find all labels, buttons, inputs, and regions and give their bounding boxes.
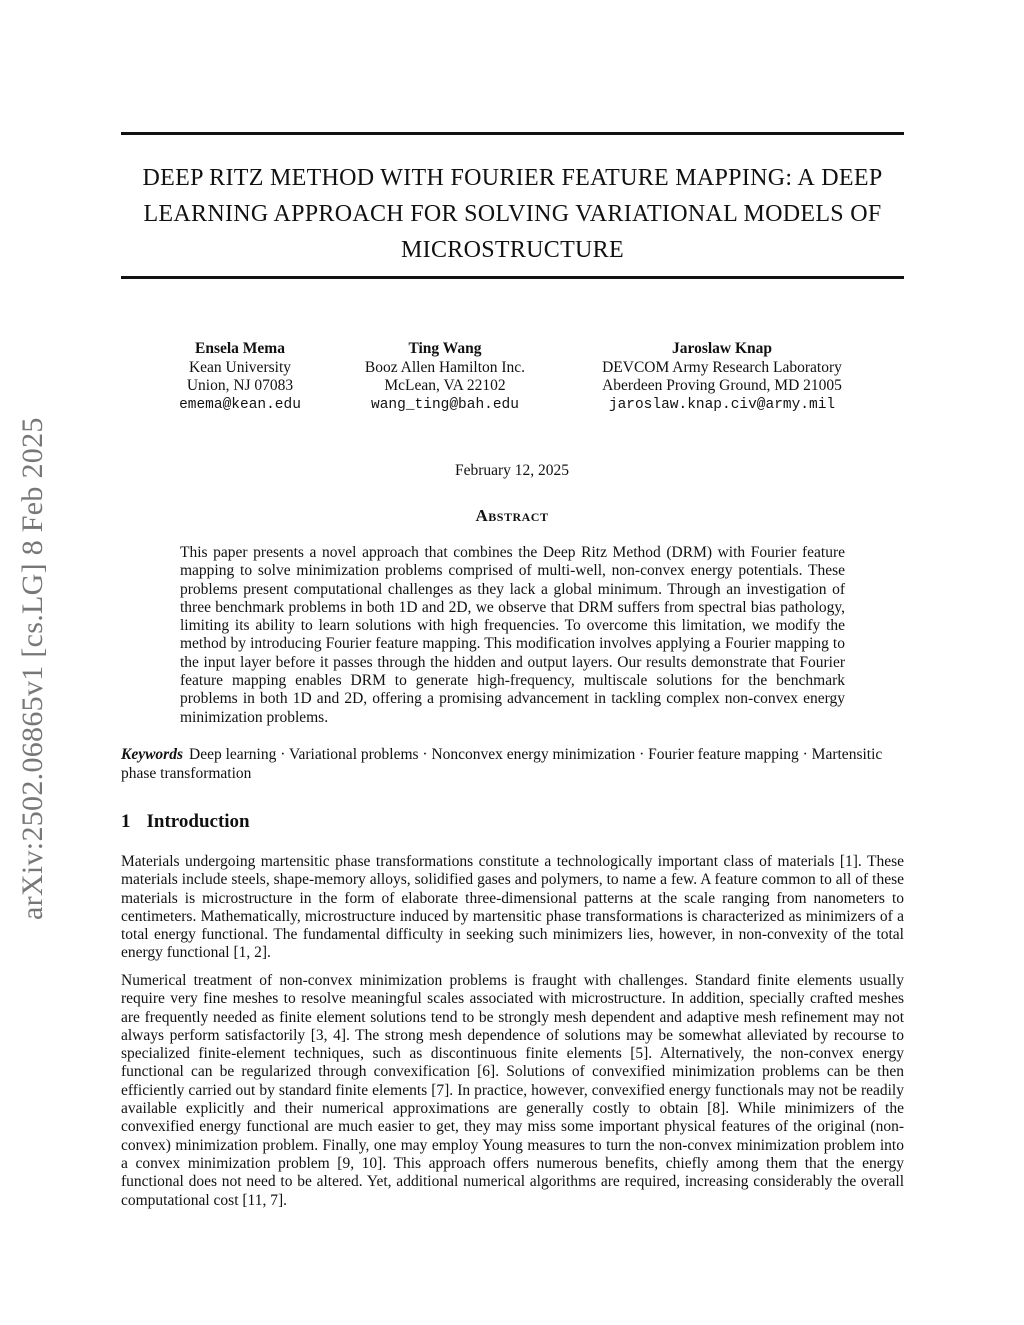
author-name: Ting Wang [408,340,482,357]
title-fragment: F [450,165,465,191]
arxiv-identifier: arXiv:2502.06865v1 [cs.LG] 8 Feb 2025 [16,417,49,920]
author-block [572,340,872,414]
author-email[interactable]: jaroslaw.knap.civ@army.mil [608,396,836,413]
author-block [160,340,320,414]
body-paragraph: Numerical treatment of non-convex minimization problems is fraught with challenges. Standard finite elements usually require very fine meshes to resolve meaningful scales associated with microstructure. In addition, specially crafted meshes are frequently needed as finite element solutions tend to be strongly mesh dependent and adaptive mesh refinement may not always perform satisfactorily [3, 4]. The strong mesh dependence of solutions may be somewhat alleviated by recourse to specialized finite-element techniques, such as discontinuous finite elements [5]. Alternatively, the non-convex energy functional can be regularized through convexification [6]. Solutions of convexified minimization problems can be then efficiently carried out by standard finite elements [7]. In practice, however, convexified energy functionals may not be readily available explicitly and their numerical approximations are generally costly to obtain [8]. While minimizers of the convexified energy functional are much easier to get, they may miss some important physical features of the original (non-convex) minimization problem. Finally, one may employ Young measures to turn the non-convex minimization problem into a convex minimization problem [9, 10]. This approach offers numerous benefits, chiefly among them that the energy functional does not need to be altered. Yet, additional numerical algorithms are required, increasing considerably the overall computational cost [11, 7]. [121,972,904,1209]
author-block [340,340,550,414]
author-email[interactable]: emema@kean.edu [179,396,301,413]
title-line-2: LEARNING APPROACH FOR SOLVING VARIATIONAL MODELS OF [143,201,882,227]
section-title: Introduction [146,811,250,832]
abstract-text: This paper presents a novel approach that combines the Deep Ritz Method (DRM) with Fourier feature mapping to solve minimization problems comprised of multi-well, non-convex energy potentials. These problems present computational challenges as they lack a global minimum. Through an investigation of three benchmark problems in both 1D and 2D, we observe that DRM suffers from spectral bias pathology, limiting its ability to learn solutions with high frequencies. To overcome this limitation, we modify the method by introducing Fourier feature mapping. This modification involves applying a Fourier mapping to the input layer before it passes through the hidden and output layers. Our results demonstrate that Fourier feature mapping enables DRM to generate high-frequency, multiscale solutions for the benchmark problems in both 1D and 2D, offering a promising advancement in tackling complex non-convex energy minimization problems. [180,544,845,726]
title-fragment: DEEP [814,165,883,191]
title-fragment: R [209,165,226,191]
author-location: Aberdeen Proving Ground, MD 21005 [602,377,842,394]
title-fragment: D [142,165,161,191]
title-fragment: : [785,165,798,191]
keywords [121,746,904,783]
author-email[interactable]: wang_ting@bah.edu [371,396,519,413]
title-top-rule [121,132,904,135]
abstract-heading: Abstract [475,506,549,525]
title-fragment: EEP [160,165,210,191]
title-line-3: MICROSTRUCTURE [401,237,624,263]
section-heading [121,811,250,833]
section-number: 1 [121,811,131,832]
publication-date: February 12, 2025 [454,462,570,479]
title-fragment: A [797,165,815,191]
paper-title [121,160,904,268]
author-affiliation: Booz Allen Hamilton Inc. [364,358,526,376]
title-bottom-rule [121,276,904,279]
keywords-label: Keywords [121,746,183,763]
title-fragment: ITZ METHOD WITH [225,165,451,191]
author-location: Union, NJ 07083 [186,377,294,394]
author-location: McLean, VA 22102 [384,377,506,394]
title-line-1 [121,160,904,196]
author-name: Jaroslaw Knap [671,340,773,357]
author-affiliation: Kean University [188,358,291,376]
author-name: Ensela Mema [195,340,285,357]
title-fragment: OURIER FEATURE MAPPING [464,165,786,191]
author-affiliation: DEVCOM Army Research Laboratory [602,358,842,376]
body-paragraph: Materials undergoing martensitic phase transformations constitute a technologically important class of materials [1]. These materials include steels, shape-memory alloys, solidified gases and polymers, to name a few. A feature common to all of these materials is microstructure in the form of elaborate three-dimensional patterns at the scale ranging from nanometers to centimeters. Mathematically, microstructure induced by martensitic phase transformations is characterized as minimizers of a total energy functional. The fundamental difficulty in seeking such minimizers lies, however, in non-convexity of the total energy functional [1, 2]. [121,853,904,962]
keywords-text: Deep learning · Variational problems · Nonconvex energy minimization · Fourier feature mapping · Martensitic phase transformation [121,746,883,782]
